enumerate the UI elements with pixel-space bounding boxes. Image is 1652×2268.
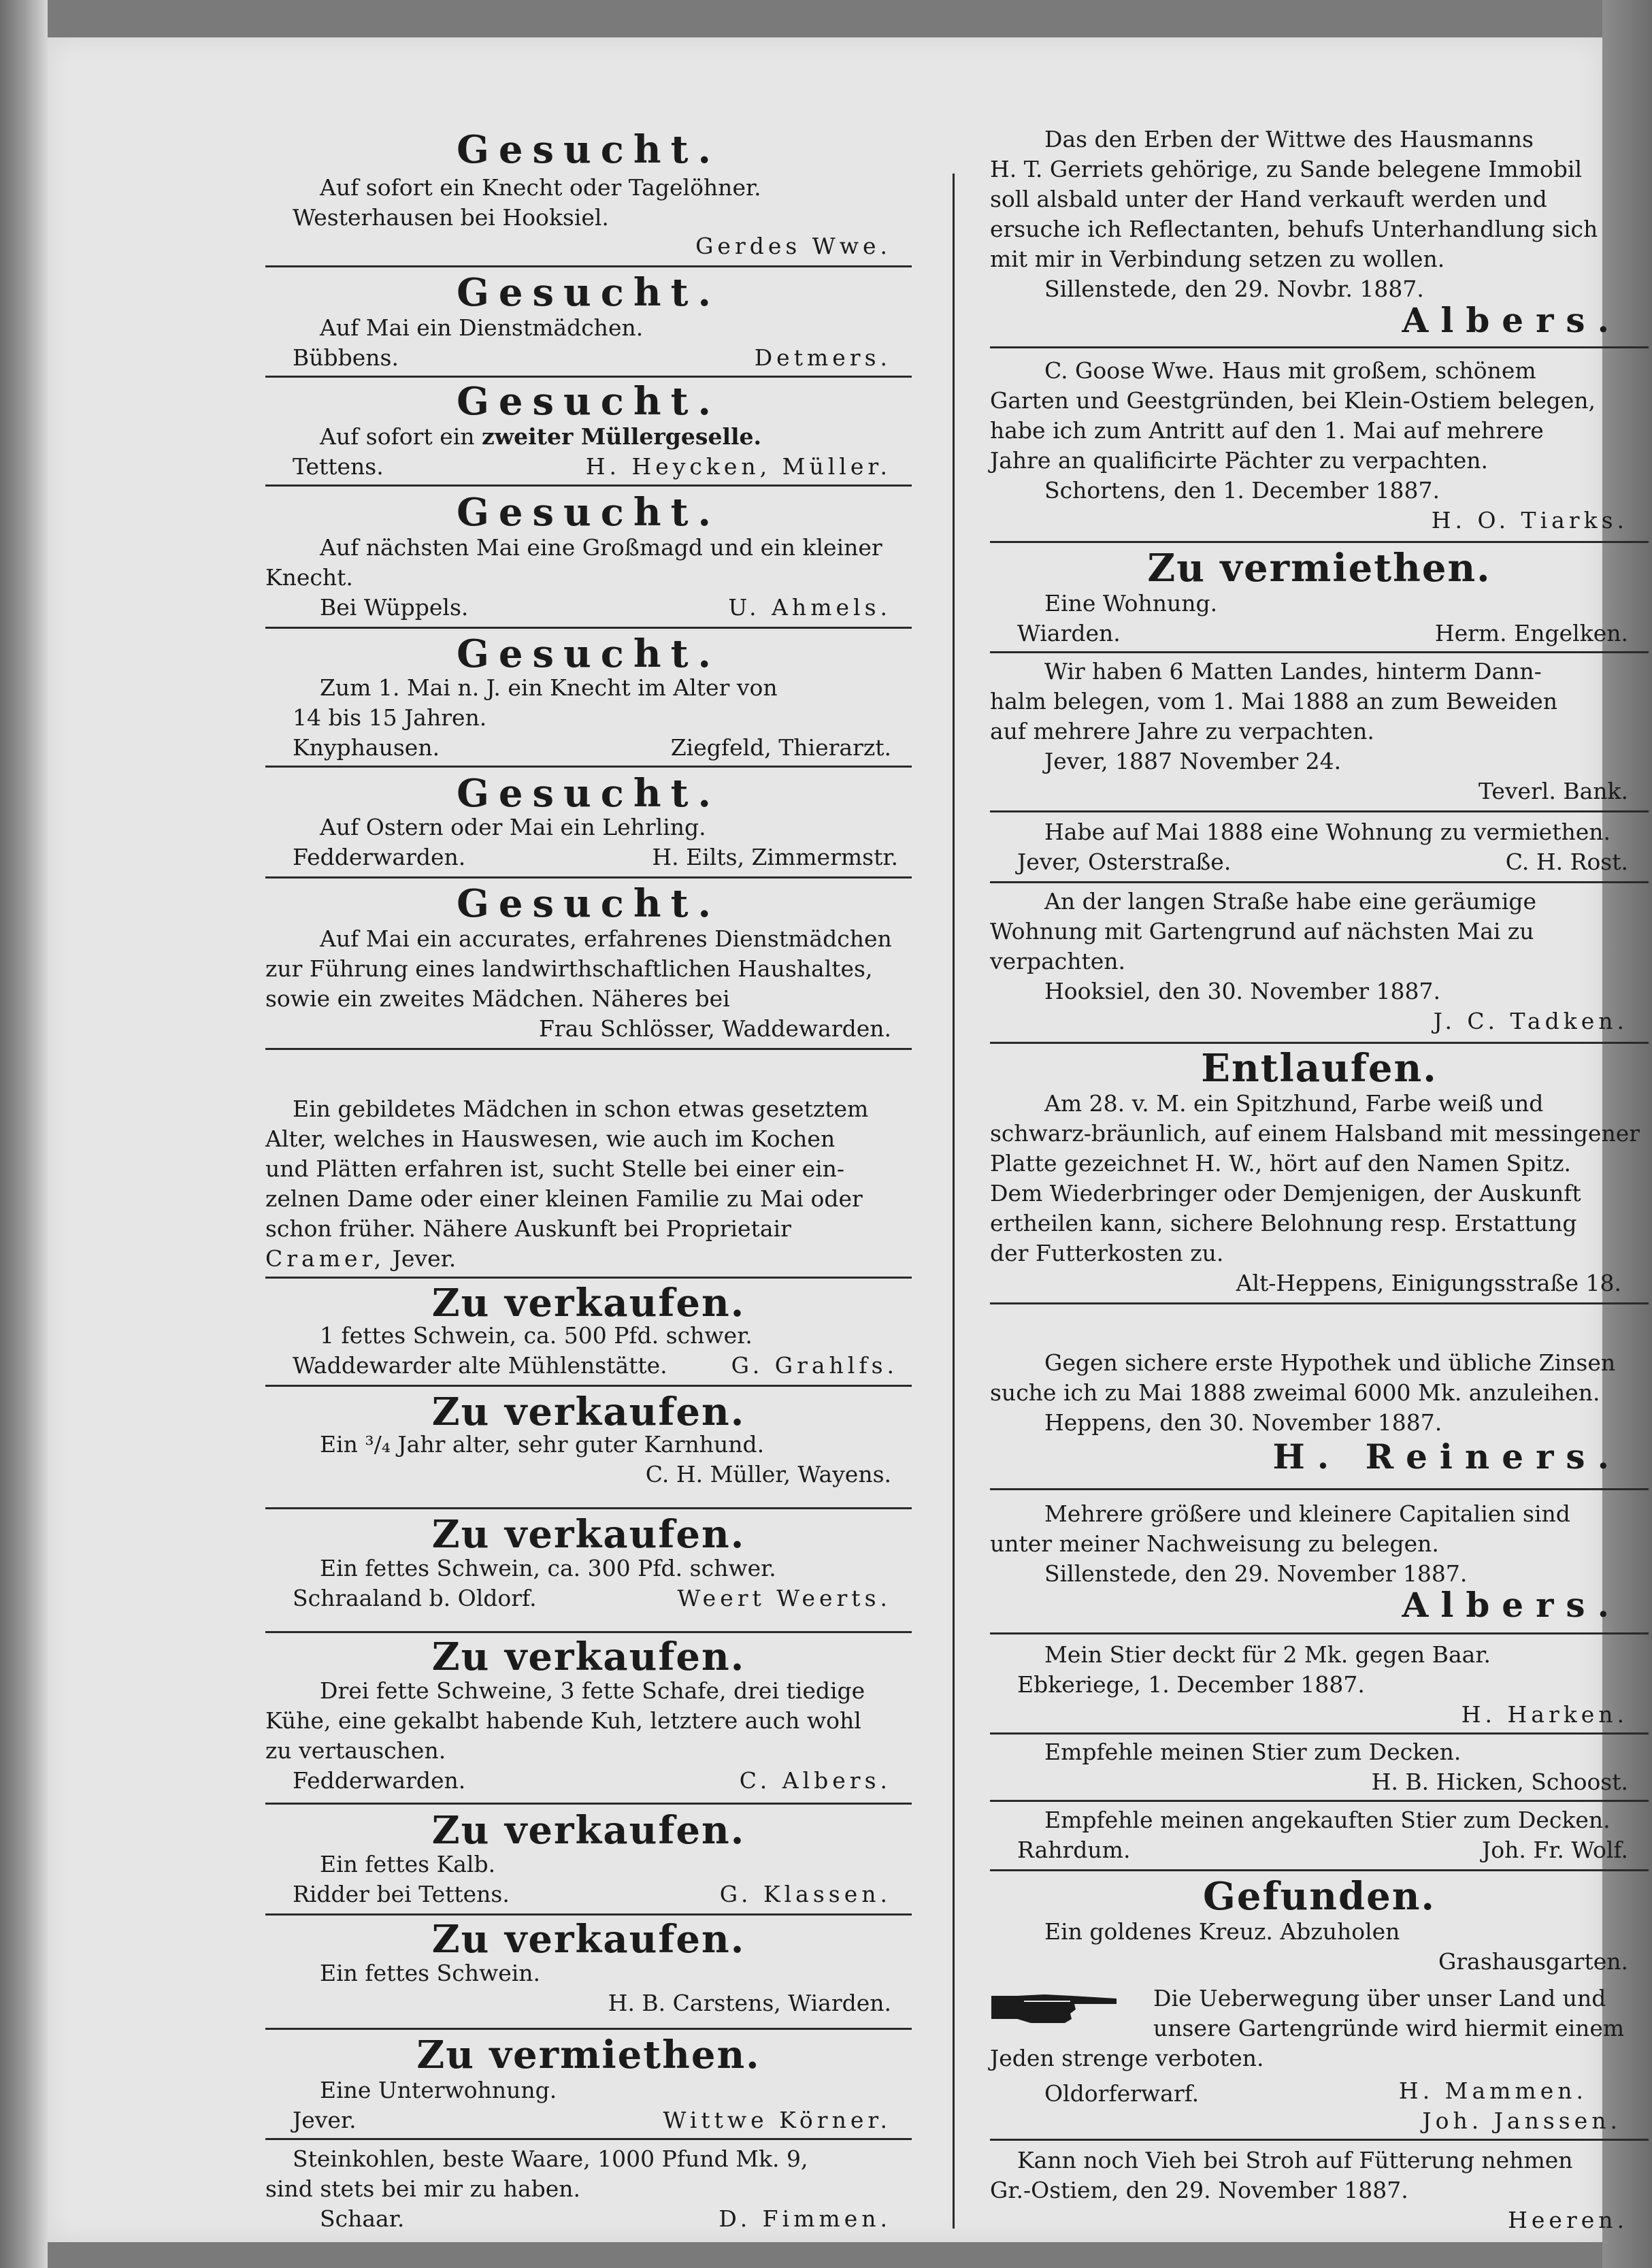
- ad-heading: Zu verkaufen.: [431, 1281, 746, 1326]
- separator-rule: [990, 1869, 1649, 1871]
- ad-signature: [265, 1245, 456, 1272]
- ad-heading: Gesucht.: [457, 270, 721, 315]
- column-divider: [953, 174, 955, 2229]
- ad-signature: H. Harken.: [1461, 1701, 1628, 1728]
- separator-rule: [990, 1632, 1649, 1634]
- ad-text: Auf sofort ein Knecht oder Tagelöhner.: [320, 174, 761, 201]
- separator-rule: [265, 766, 912, 768]
- ad-signature-2: Joh. Janssen.: [1422, 2107, 1621, 2134]
- separator-rule: [990, 541, 1649, 543]
- ad-text: Westerhausen bei Hooksiel.: [293, 204, 609, 231]
- ad-signature: H. Mammen.: [1398, 2077, 1587, 2104]
- ad-heading: Zu vermiethen.: [1147, 546, 1491, 591]
- ad-text: Eine Wohnung.: [1044, 590, 1218, 617]
- ad-text: Empfehle meinen angekauften Stier zum Decken.: [1044, 1807, 1610, 1833]
- ad-heading: Gesucht.: [457, 631, 721, 676]
- ad-text: zelnen Dame oder einer kleinen Familie zu Mai oder: [265, 1185, 863, 1212]
- ad-text: Sillenstede, den 29. November 1887.: [1044, 1560, 1468, 1587]
- ad-text: Hooksiel, den 30. November 1887.: [1044, 978, 1441, 1004]
- ad-signature: Alt-Heppens, Einigungsstraße 18.: [1236, 1270, 1621, 1296]
- ad-signature: Detmers.: [754, 344, 891, 371]
- ad-signature: C. Albers.: [739, 1767, 891, 1794]
- ad-heading: Gesucht.: [457, 881, 721, 926]
- separator-rule: [265, 1385, 912, 1387]
- ad-signature: H. Heycken, Müller.: [585, 453, 891, 480]
- ad-text: Ein gebildetes Mädchen in schon etwas gesetztem: [293, 1096, 869, 1122]
- ad-heading: Entlaufen.: [1201, 1046, 1438, 1091]
- ad-text: Mehrere größere und kleinere Capitalien sind: [1044, 1500, 1570, 1527]
- ad-signature: H. B. Carstens, Wiarden.: [608, 1990, 891, 2016]
- ad-signature: G. Grahlfs.: [731, 1352, 898, 1379]
- ad-heading: Zu vermiethen.: [416, 2033, 761, 2077]
- ad-heading: Zu verkaufen.: [431, 1390, 746, 1434]
- ad-place: Bübbens.: [293, 344, 399, 371]
- separator-rule: [990, 651, 1649, 653]
- separator-rule: [265, 876, 912, 878]
- ad-text: mit mir in Verbindung setzen zu wollen.: [990, 246, 1445, 272]
- ad-text: H. T. Gerriets gehörige, zu Sande belegene Immobil: [990, 156, 1583, 182]
- separator-rule: [265, 1277, 912, 1279]
- ad-text: Jeden strenge verboten.: [990, 2045, 1264, 2071]
- ad-text: zu vertauschen.: [265, 1737, 446, 1764]
- ad-heading: Zu verkaufen.: [431, 1808, 746, 1853]
- ad-text: Ein fettes Kalb.: [320, 1851, 496, 1877]
- ad-signature: Ziegfeld, Thierarzt.: [670, 734, 891, 761]
- ad-place: Oldorferwarf.: [1044, 2080, 1200, 2107]
- newspaper-page: [48, 37, 1640, 2242]
- separator-rule: [265, 2028, 912, 2030]
- ad-signature: G. Klassen.: [719, 1881, 891, 1907]
- signature-place: Jever.: [392, 1245, 457, 1272]
- ad-text: An der langen Straße habe eine geräumige: [1044, 888, 1537, 915]
- ad-text: zur Führung eines landwirthschaftlichen Haushaltes,: [265, 955, 873, 982]
- book-gutter: [0, 0, 48, 2268]
- ad-text: Gr.-Ostiem, den 29. November 1887.: [990, 2177, 1408, 2203]
- ad-text: Auf Mai ein accurates, erfahrenes Dienstmädchen: [320, 925, 892, 952]
- ad-place: Waddewarder alte Mühlenstätte.: [293, 1352, 667, 1379]
- ad-text: der Futterkosten zu.: [990, 1240, 1224, 1266]
- ad-text: soll alsbald unter der Hand verkauft werden und: [990, 186, 1547, 212]
- ad-signature: U. Ahmels.: [728, 594, 891, 621]
- ad-text: und Plätten erfahren ist, sucht Stelle bei einer ein-: [265, 1155, 845, 1182]
- ad-signature: Grashausgarten.: [1438, 1948, 1628, 1975]
- ad-signature: Weert Weerts.: [677, 1585, 891, 1611]
- ad-text: Jahre an qualificirte Pächter zu verpachten.: [990, 447, 1488, 474]
- ad-text: Sillenstede, den 29. Novbr. 1887.: [1044, 276, 1424, 302]
- ad-text: sind stets bei mir zu haben.: [265, 2175, 581, 2202]
- ad-text: halm belegen, vom 1. Mai 1888 an zum Beweiden: [990, 688, 1557, 714]
- ad-place: Rahrdum.: [1017, 1837, 1131, 1863]
- separator-rule: [265, 484, 912, 487]
- ad-heading: Gesucht.: [457, 379, 721, 424]
- ad-text: suche ich zu Mai 1888 zweimal 6000 Mk. anzuleihen.: [990, 1379, 1600, 1406]
- separator-rule: [990, 1488, 1649, 1490]
- ad-place: Bei Wüppels.: [320, 594, 469, 621]
- ad-text-bold: zweiter Müllergeselle.: [482, 423, 762, 450]
- ad-text: schon früher. Nähere Auskunft bei Proprietair: [265, 1215, 791, 1242]
- ad-heading: Gefunden.: [1203, 1874, 1436, 1919]
- separator-rule: [990, 810, 1649, 812]
- signature-name: Cramer,: [265, 1245, 386, 1272]
- separator-rule: [990, 1732, 1649, 1735]
- ad-text: Mein Stier deckt für 2 Mk. gegen Baar.: [1044, 1641, 1491, 1668]
- ad-signature: Frau Schlösser, Waddewarden.: [539, 1015, 891, 1042]
- ad-text: Auf Mai ein Dienstmädchen.: [320, 314, 644, 341]
- separator-rule: [990, 881, 1649, 883]
- ad-signature: Albers.: [1402, 300, 1621, 340]
- ad-signature: Heeren.: [1508, 2207, 1628, 2233]
- ad-text: Schortens, den 1. December 1887.: [1044, 477, 1440, 504]
- separator-rule: [265, 1803, 912, 1805]
- ad-heading: Zu verkaufen.: [431, 1512, 746, 1557]
- ad-text: Knecht.: [265, 564, 353, 591]
- ad-signature: Gerdes Wwe.: [695, 233, 891, 259]
- separator-rule: [990, 346, 1649, 348]
- ad-text: unter meiner Nachweisung zu belegen.: [990, 1530, 1439, 1557]
- ad-place: Schraaland b. Oldorf.: [293, 1585, 537, 1611]
- ad-signature: C. H. Müller, Wayens.: [645, 1461, 891, 1488]
- separator-rule: [265, 265, 912, 267]
- separator-rule: [265, 2138, 912, 2140]
- ad-heading: Gesucht.: [457, 771, 721, 816]
- separator-rule: [990, 1042, 1649, 1044]
- separator-rule: [990, 2139, 1649, 2141]
- ad-place: Fedderwarden.: [293, 1767, 466, 1794]
- ad-text: Zum 1. Mai n. J. ein Knecht im Alter von: [320, 674, 778, 701]
- ad-place: Knyphausen.: [293, 734, 440, 761]
- ad-heading: Gesucht.: [457, 127, 721, 172]
- ad-text: Steinkohlen, beste Waare, 1000 Pfund Mk. 9,: [293, 2146, 808, 2172]
- ad-text: Habe auf Mai 1888 eine Wohnung zu vermiethen.: [1044, 819, 1610, 845]
- ad-text: Auf nächsten Mai eine Großmagd und ein kleiner: [320, 534, 882, 561]
- separator-rule: [265, 1048, 912, 1050]
- separator-rule: [265, 627, 912, 629]
- ad-signature: Albers.: [1402, 1585, 1621, 1625]
- ad-place: Ridder bei Tettens.: [293, 1881, 510, 1907]
- ad-signature: C. H. Rost.: [1505, 849, 1628, 875]
- ad-heading: Gesucht.: [457, 490, 721, 535]
- ad-place: Fedderwarden.: [293, 844, 466, 870]
- ad-signature: Teverl. Bank.: [1478, 778, 1628, 804]
- ad-signature: Wittwe Körner.: [663, 2107, 891, 2133]
- ad-heading: Zu verkaufen.: [431, 1917, 746, 1962]
- ad-text: [320, 423, 761, 450]
- separator-rule: [990, 1302, 1649, 1304]
- ad-text: Auf Ostern oder Mai ein Lehrling.: [320, 814, 706, 840]
- ad-text-plain: Auf sofort ein: [320, 423, 482, 450]
- ad-text: Ein fettes Schwein.: [320, 1960, 541, 1986]
- ad-text: Garten und Geestgründen, bei Klein-Ostiem belegen,: [990, 387, 1596, 414]
- separator-rule: [265, 1507, 912, 1509]
- ad-text: 1 fettes Schwein, ca. 500 Pfd. schwer.: [320, 1322, 753, 1349]
- ad-text: Gegen sichere erste Hypothek und übliche Zinsen: [1044, 1349, 1616, 1376]
- ad-text: Ein fettes Schwein, ca. 300 Pfd. schwer.: [320, 1555, 776, 1581]
- ad-text: Wohnung mit Gartengrund auf nächsten Mai zu: [990, 918, 1534, 944]
- pointing-hand-icon: [990, 1986, 1119, 2027]
- ad-text: Heppens, den 30. November 1887.: [1044, 1409, 1442, 1436]
- ad-place: Wiarden.: [1017, 620, 1121, 646]
- ad-text: habe ich zum Antritt auf den 1. Mai auf mehrere: [990, 417, 1544, 444]
- ad-place: Jever.: [293, 2107, 357, 2133]
- ad-text: Dem Wiederbringer oder Demjenigen, der Auskunft: [990, 1180, 1581, 1206]
- ad-text: Am 28. v. M. ein Spitzhund, Farbe weiß und: [1044, 1090, 1544, 1117]
- ad-text: Ein goldenes Kreuz. Abzuholen: [1044, 1918, 1400, 1945]
- ad-text: C. Goose Wwe. Haus mit großem, schönem: [1044, 357, 1536, 384]
- ad-signature: H. O. Tiarks.: [1431, 507, 1628, 533]
- ad-text: Platte gezeichnet H. W., hört auf den Namen Spitz.: [990, 1150, 1571, 1177]
- ad-text: Empfehle meinen Stier zum Decken.: [1044, 1739, 1461, 1765]
- ad-text: ertheilen kann, sichere Belohnung resp. Erstattung: [990, 1210, 1577, 1236]
- ad-text: schwarz-bräunlich, auf einem Halsband mit messingener: [990, 1120, 1640, 1147]
- ad-signature: Herm. Engelken.: [1434, 620, 1628, 646]
- ad-text: sowie ein zweites Mädchen. Näheres bei: [265, 985, 730, 1012]
- ad-signature: H. Eilts, Zimmermstr.: [652, 844, 898, 870]
- ad-text: Wir haben 6 Matten Landes, hinterm Dann-: [1044, 658, 1542, 685]
- ad-place: Tettens.: [293, 453, 384, 480]
- ad-signature: J. C. Tadken.: [1433, 1008, 1628, 1034]
- ad-signature: Joh. Fr. Wolf.: [1482, 1837, 1628, 1863]
- ad-text: Ein ³/₄ Jahr alter, sehr guter Karnhund.: [320, 1431, 765, 1458]
- ad-signature: H. B. Hicken, Schoost.: [1371, 1769, 1628, 1795]
- ad-text: Alter, welches in Hauswesen, wie auch im Kochen: [265, 1125, 836, 1152]
- ad-heading: Zu verkaufen.: [431, 1634, 746, 1679]
- separator-rule: [265, 376, 912, 378]
- ad-text: Jever, 1887 November 24.: [1044, 748, 1342, 774]
- ad-text: Kühe, eine gekalbt habende Kuh, letztere auch wohl: [265, 1707, 861, 1734]
- ad-text: verpachten.: [990, 948, 1126, 974]
- ad-text: auf mehrere Jahre zu verpachten.: [990, 718, 1374, 744]
- ad-text: ersuche ich Reflectanten, behufs Unterhandlung sich: [990, 216, 1598, 242]
- ad-signature: H. Reiners.: [1272, 1436, 1621, 1477]
- ad-text: Eine Unterwohnung.: [320, 2077, 557, 2103]
- ad-signature: D. Fimmen.: [718, 2205, 891, 2232]
- ad-text: Ebkeriege, 1. December 1887.: [1017, 1671, 1365, 1698]
- ad-text: Das den Erben der Wittwe des Hausmanns: [1044, 126, 1534, 152]
- ad-text: Die Ueberwegung über unser Land und: [1153, 1985, 1606, 2011]
- ad-text: Kann noch Vieh bei Stroh auf Fütterung nehmen: [1017, 2147, 1573, 2173]
- ad-place: Schaar.: [320, 2205, 405, 2232]
- separator-rule: [990, 1800, 1649, 1802]
- ad-place: Jever, Osterstraße.: [1017, 849, 1232, 875]
- separator-rule: [265, 1913, 912, 1916]
- ad-text: unsere Gartengründe wird hiermit einem: [1153, 2015, 1625, 2041]
- ad-text: Drei fette Schweine, 3 fette Schafe, drei tiedige: [320, 1677, 865, 1704]
- separator-rule: [265, 1631, 912, 1633]
- ad-text: 14 bis 15 Jahren.: [293, 704, 487, 731]
